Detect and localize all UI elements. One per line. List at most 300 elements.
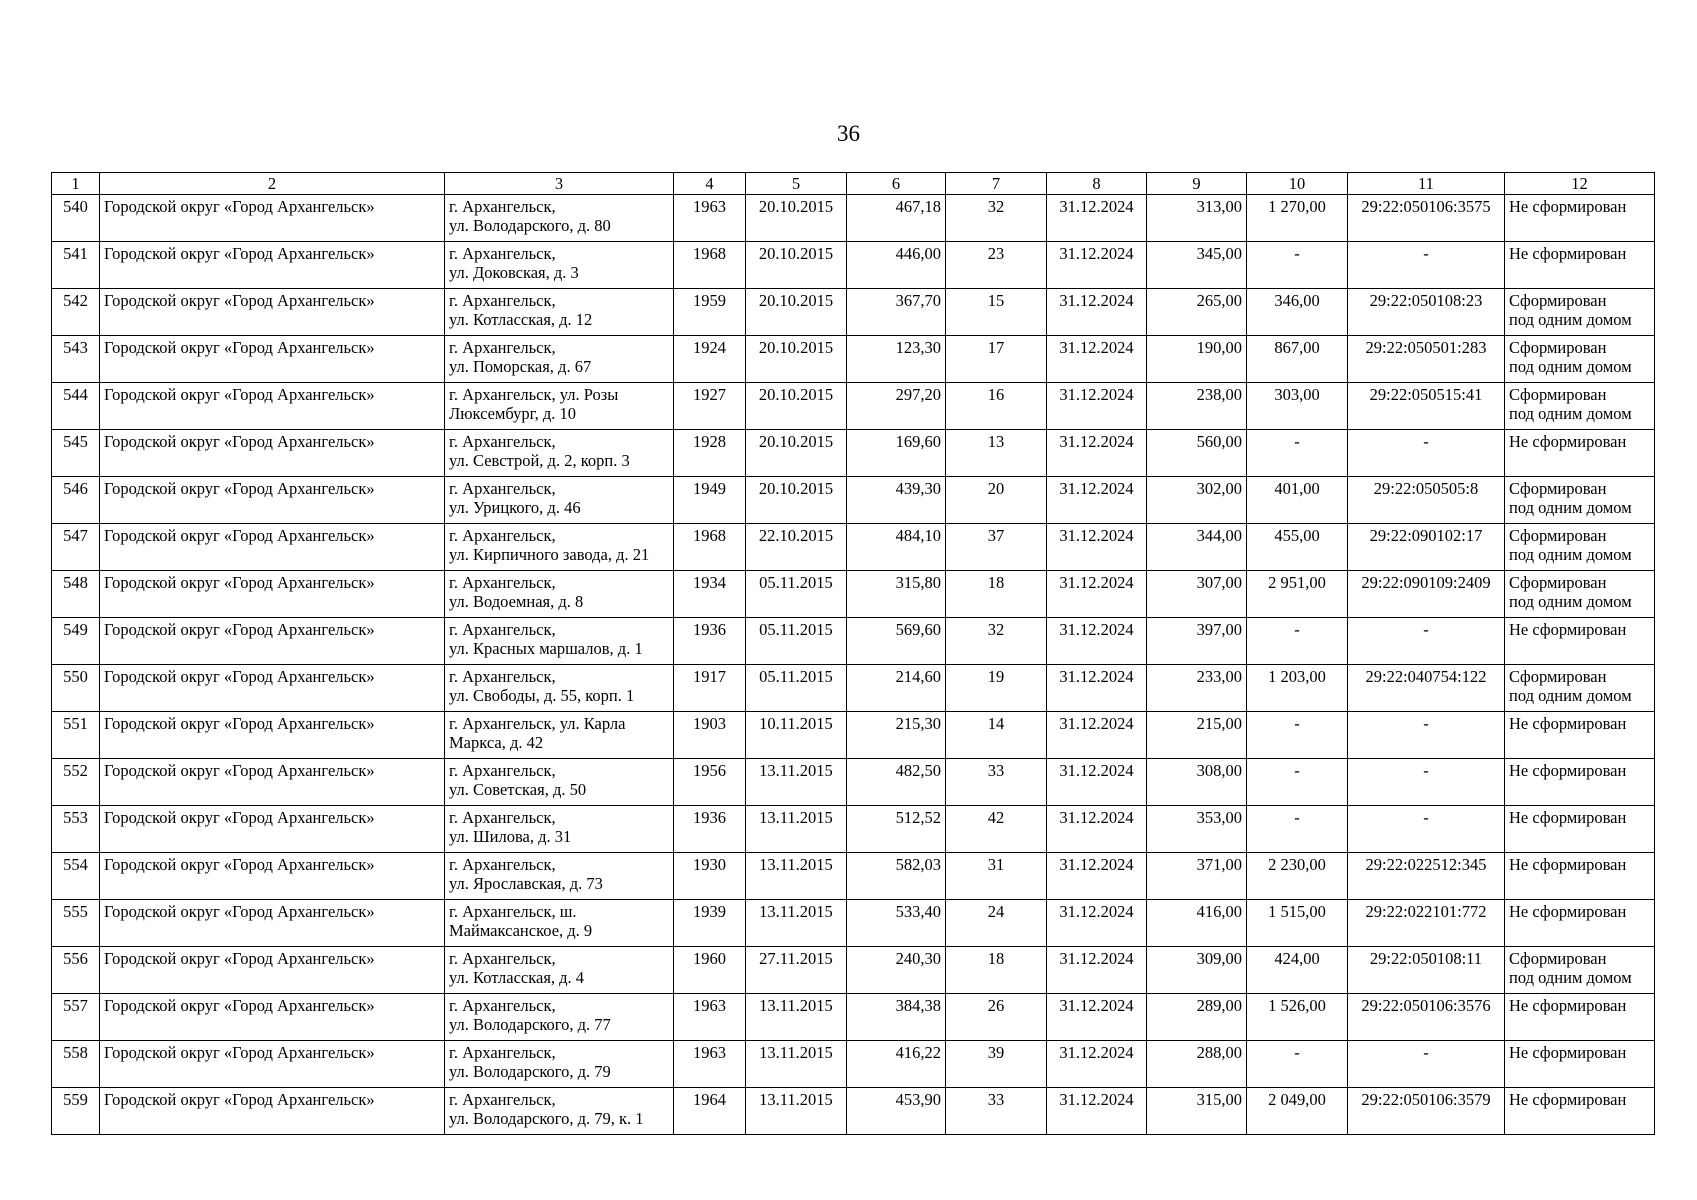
area-cell: 512,52 (847, 806, 946, 853)
address-cell (445, 477, 674, 524)
municipality-cell: Городской округ «Город Архангельск» (100, 1088, 445, 1135)
table-row (52, 947, 1655, 994)
planned-date-cell: 31.12.2024 (1047, 383, 1147, 430)
planned-date-cell: 31.12.2024 (1047, 665, 1147, 712)
column-10-cell: - (1247, 759, 1348, 806)
area-cell: 384,38 (847, 994, 946, 1041)
status-line: Не сформирован (1509, 855, 1627, 874)
status-line: Не сформирован (1509, 432, 1627, 451)
address-cell (445, 195, 674, 242)
address-cell (445, 618, 674, 665)
recognition-date-cell: 20.10.2015 (746, 477, 847, 524)
year-built-cell: 1956 (674, 759, 746, 806)
address-line: г. Архангельск, (449, 620, 556, 639)
status-line: Не сформирован (1509, 620, 1627, 639)
municipality-cell: Городской округ «Город Архангельск» (100, 289, 445, 336)
year-built-cell: 1927 (674, 383, 746, 430)
residents-cell: 32 (946, 195, 1047, 242)
column-10-cell: - (1247, 242, 1348, 289)
column-10-cell: 1 515,00 (1247, 900, 1348, 947)
recognition-date-cell: 13.11.2015 (746, 759, 847, 806)
status-cell (1505, 195, 1655, 242)
address-cell (445, 336, 674, 383)
status-cell (1505, 853, 1655, 900)
table-row (52, 524, 1655, 571)
status-cell (1505, 477, 1655, 524)
column-9-cell: 307,00 (1147, 571, 1247, 618)
residents-cell: 26 (946, 994, 1047, 1041)
cadastral-number-cell: 29:22:050106:3576 (1348, 994, 1505, 1041)
area-cell: 169,60 (847, 430, 946, 477)
municipality-cell: Городской округ «Город Архангельск» (100, 571, 445, 618)
status-line: Не сформирован (1509, 197, 1627, 216)
year-built-cell: 1936 (674, 806, 746, 853)
status-line: под одним домом (1509, 404, 1632, 423)
column-number-row (52, 173, 1655, 195)
address-line: г. Архангельск, (449, 338, 556, 357)
column-header: 3 (445, 173, 674, 195)
status-cell (1505, 806, 1655, 853)
page-number: 36 (837, 121, 860, 146)
address-line: ул. Севстрой, д. 2, корп. 3 (449, 451, 630, 470)
address-cell (445, 900, 674, 947)
table-row (52, 618, 1655, 665)
address-cell (445, 289, 674, 336)
status-cell (1505, 1088, 1655, 1135)
address-line: Люксембург, д. 10 (449, 404, 576, 423)
column-9-cell: 313,00 (1147, 195, 1247, 242)
residents-cell: 16 (946, 383, 1047, 430)
column-9-cell: 288,00 (1147, 1041, 1247, 1088)
row-number-cell: 549 (52, 618, 100, 665)
municipality-cell: Городской округ «Город Архангельск» (100, 712, 445, 759)
status-cell (1505, 947, 1655, 994)
address-line: г. Архангельск, (449, 526, 556, 545)
cadastral-number-cell: - (1348, 759, 1505, 806)
municipality-cell: Городской округ «Город Архангельск» (100, 336, 445, 383)
column-9-cell: 397,00 (1147, 618, 1247, 665)
table-row (52, 1088, 1655, 1135)
address-line: г. Архангельск, (449, 855, 556, 874)
row-number-cell: 559 (52, 1088, 100, 1135)
planned-date-cell: 31.12.2024 (1047, 195, 1147, 242)
planned-date-cell: 31.12.2024 (1047, 289, 1147, 336)
municipality-cell: Городской округ «Город Архангельск» (100, 618, 445, 665)
column-9-cell: 315,00 (1147, 1088, 1247, 1135)
address-line: ул. Кирпичного завода, д. 21 (449, 545, 650, 564)
recognition-date-cell: 05.11.2015 (746, 665, 847, 712)
address-line: ул. Володарского, д. 79, к. 1 (449, 1109, 644, 1128)
column-header: 2 (100, 173, 445, 195)
status-line: Сформирован (1509, 526, 1607, 545)
row-number-cell: 557 (52, 994, 100, 1041)
status-cell (1505, 900, 1655, 947)
address-line: г. Архангельск, (449, 291, 556, 310)
municipality-cell: Городской округ «Город Архангельск» (100, 853, 445, 900)
municipality-cell: Городской округ «Город Архангельск» (100, 759, 445, 806)
table-row (52, 477, 1655, 524)
cadastral-number-cell: - (1348, 712, 1505, 759)
area-cell: 446,00 (847, 242, 946, 289)
recognition-date-cell: 27.11.2015 (746, 947, 847, 994)
column-9-cell: 345,00 (1147, 242, 1247, 289)
planned-date-cell: 31.12.2024 (1047, 242, 1147, 289)
address-line: ул. Свободы, д. 55, корп. 1 (449, 686, 635, 705)
municipality-cell: Городской округ «Город Архангельск» (100, 947, 445, 994)
municipality-cell: Городской округ «Город Архангельск» (100, 477, 445, 524)
address-line: г. Архангельск, (449, 1090, 556, 1109)
address-line: г. Архангельск, (449, 479, 556, 498)
recognition-date-cell: 20.10.2015 (746, 430, 847, 477)
row-number-cell: 554 (52, 853, 100, 900)
row-number-cell: 558 (52, 1041, 100, 1088)
row-number-cell: 552 (52, 759, 100, 806)
column-header: 1 (52, 173, 100, 195)
year-built-cell: 1930 (674, 853, 746, 900)
address-cell (445, 759, 674, 806)
column-10-cell: 346,00 (1247, 289, 1348, 336)
column-10-cell: 1 526,00 (1247, 994, 1348, 1041)
table-row (52, 289, 1655, 336)
address-cell (445, 524, 674, 571)
municipality-cell: Городской округ «Город Архангельск» (100, 430, 445, 477)
recognition-date-cell: 20.10.2015 (746, 289, 847, 336)
status-line: Сформирован (1509, 338, 1607, 357)
area-cell: 467,18 (847, 195, 946, 242)
status-line: Сформирован (1509, 573, 1607, 592)
column-header: 7 (946, 173, 1047, 195)
recognition-date-cell: 13.11.2015 (746, 900, 847, 947)
cadastral-number-cell: 29:22:050108:23 (1348, 289, 1505, 336)
residents-cell: 14 (946, 712, 1047, 759)
column-header: 11 (1348, 173, 1505, 195)
column-10-cell: 2 951,00 (1247, 571, 1348, 618)
planned-date-cell: 31.12.2024 (1047, 1088, 1147, 1135)
municipality-cell: Городской округ «Город Архангельск» (100, 383, 445, 430)
recognition-date-cell: 20.10.2015 (746, 242, 847, 289)
cadastral-number-cell: 29:22:050505:8 (1348, 477, 1505, 524)
column-9-cell: 308,00 (1147, 759, 1247, 806)
table-row (52, 665, 1655, 712)
row-number-cell: 544 (52, 383, 100, 430)
column-10-cell: 455,00 (1247, 524, 1348, 571)
year-built-cell: 1968 (674, 524, 746, 571)
cadastral-number-cell: 29:22:040754:122 (1348, 665, 1505, 712)
area-cell: 439,30 (847, 477, 946, 524)
cadastral-number-cell: - (1348, 430, 1505, 477)
registry-body (52, 195, 1655, 1135)
status-line: Не сформирован (1509, 244, 1627, 263)
year-built-cell: 1964 (674, 1088, 746, 1135)
planned-date-cell: 31.12.2024 (1047, 618, 1147, 665)
residents-cell: 17 (946, 336, 1047, 383)
address-line: г. Архангельск, ул. Розы (449, 385, 619, 404)
address-line: Маймаксанское, д. 9 (449, 921, 593, 940)
residents-cell: 18 (946, 947, 1047, 994)
planned-date-cell: 31.12.2024 (1047, 947, 1147, 994)
area-cell: 367,70 (847, 289, 946, 336)
address-cell (445, 665, 674, 712)
address-line: ул. Ярославская, д. 73 (449, 874, 603, 893)
address-line: г. Архангельск, (449, 1043, 556, 1062)
column-9-cell: 265,00 (1147, 289, 1247, 336)
cadastral-number-cell: 29:22:050108:11 (1348, 947, 1505, 994)
recognition-date-cell: 13.11.2015 (746, 853, 847, 900)
status-line: Не сформирован (1509, 1090, 1627, 1109)
recognition-date-cell: 05.11.2015 (746, 618, 847, 665)
cadastral-number-cell: 29:22:050501:283 (1348, 336, 1505, 383)
address-line: ул. Доковская, д. 3 (449, 263, 579, 282)
column-10-cell: - (1247, 618, 1348, 665)
address-line: ул. Котласская, д. 12 (449, 310, 593, 329)
table-row (52, 383, 1655, 430)
cadastral-number-cell: 29:22:050106:3575 (1348, 195, 1505, 242)
cadastral-number-cell: - (1348, 618, 1505, 665)
cadastral-number-cell: 29:22:022101:772 (1348, 900, 1505, 947)
area-cell: 484,10 (847, 524, 946, 571)
status-cell (1505, 712, 1655, 759)
recognition-date-cell: 10.11.2015 (746, 712, 847, 759)
address-line: г. Архангельск, (449, 573, 556, 592)
row-number-cell: 546 (52, 477, 100, 524)
municipality-cell: Городской округ «Город Архангельск» (100, 994, 445, 1041)
planned-date-cell: 31.12.2024 (1047, 524, 1147, 571)
municipality-cell: Городской округ «Город Архангельск» (100, 195, 445, 242)
status-line: Не сформирован (1509, 996, 1627, 1015)
column-10-cell: 1 203,00 (1247, 665, 1348, 712)
status-line: под одним домом (1509, 545, 1632, 564)
column-9-cell: 416,00 (1147, 900, 1247, 947)
address-line: ул. Котласская, д. 4 (449, 968, 585, 987)
address-line: г. Архангельск, (449, 808, 556, 827)
status-cell (1505, 289, 1655, 336)
cadastral-number-cell: 29:22:022512:345 (1348, 853, 1505, 900)
row-number-cell: 555 (52, 900, 100, 947)
recognition-date-cell: 13.11.2015 (746, 1088, 847, 1135)
recognition-date-cell: 20.10.2015 (746, 383, 847, 430)
status-line: под одним домом (1509, 686, 1632, 705)
recognition-date-cell: 13.11.2015 (746, 806, 847, 853)
column-header: 4 (674, 173, 746, 195)
table-row (52, 712, 1655, 759)
residents-cell: 13 (946, 430, 1047, 477)
status-line: Сформирован (1509, 667, 1607, 686)
status-cell (1505, 383, 1655, 430)
status-line: Сформирован (1509, 291, 1607, 310)
row-number-cell: 548 (52, 571, 100, 618)
residents-cell: 42 (946, 806, 1047, 853)
residents-cell: 33 (946, 759, 1047, 806)
column-10-cell: 424,00 (1247, 947, 1348, 994)
row-number-cell: 550 (52, 665, 100, 712)
address-cell (445, 947, 674, 994)
planned-date-cell: 31.12.2024 (1047, 712, 1147, 759)
year-built-cell: 1928 (674, 430, 746, 477)
table-row (52, 994, 1655, 1041)
year-built-cell: 1917 (674, 665, 746, 712)
cadastral-number-cell: 29:22:050106:3579 (1348, 1088, 1505, 1135)
table-row (52, 759, 1655, 806)
status-cell (1505, 242, 1655, 289)
residents-cell: 23 (946, 242, 1047, 289)
address-cell (445, 712, 674, 759)
status-line: Сформирован (1509, 385, 1607, 404)
column-10-cell: 1 270,00 (1247, 195, 1348, 242)
column-10-cell: - (1247, 1041, 1348, 1088)
row-number-cell: 543 (52, 336, 100, 383)
column-10-cell: - (1247, 806, 1348, 853)
row-number-cell: 541 (52, 242, 100, 289)
year-built-cell: 1963 (674, 1041, 746, 1088)
cadastral-number-cell: 29:22:090109:2409 (1348, 571, 1505, 618)
area-cell: 453,90 (847, 1088, 946, 1135)
column-10-cell: 303,00 (1247, 383, 1348, 430)
column-9-cell: 215,00 (1147, 712, 1247, 759)
recognition-date-cell: 20.10.2015 (746, 195, 847, 242)
status-cell (1505, 665, 1655, 712)
column-9-cell: 233,00 (1147, 665, 1247, 712)
address-line: г. Архангельск, (449, 996, 556, 1015)
year-built-cell: 1963 (674, 994, 746, 1041)
status-line: под одним домом (1509, 310, 1632, 329)
address-cell (445, 1041, 674, 1088)
status-cell (1505, 430, 1655, 477)
recognition-date-cell: 22.10.2015 (746, 524, 847, 571)
recognition-date-cell: 13.11.2015 (746, 994, 847, 1041)
status-cell (1505, 336, 1655, 383)
planned-date-cell: 31.12.2024 (1047, 853, 1147, 900)
column-header: 6 (847, 173, 946, 195)
address-line: ул. Поморская, д. 67 (449, 357, 592, 376)
address-line: ул. Володарского, д. 77 (449, 1015, 611, 1034)
address-line: г. Архангельск, (449, 667, 556, 686)
address-cell (445, 430, 674, 477)
year-built-cell: 1936 (674, 618, 746, 665)
status-cell (1505, 571, 1655, 618)
row-number-cell: 551 (52, 712, 100, 759)
status-line: под одним домом (1509, 968, 1632, 987)
status-line: Не сформирован (1509, 714, 1627, 733)
municipality-cell: Городской округ «Город Архангельск» (100, 806, 445, 853)
column-10-cell: 2 049,00 (1247, 1088, 1348, 1135)
status-cell (1505, 1041, 1655, 1088)
column-9-cell: 353,00 (1147, 806, 1247, 853)
address-line: г. Архангельск, (449, 197, 556, 216)
address-cell (445, 571, 674, 618)
column-9-cell: 289,00 (1147, 994, 1247, 1041)
table-row (52, 900, 1655, 947)
recognition-date-cell: 05.11.2015 (746, 571, 847, 618)
column-10-cell: 867,00 (1247, 336, 1348, 383)
planned-date-cell: 31.12.2024 (1047, 571, 1147, 618)
row-number-cell: 540 (52, 195, 100, 242)
address-cell (445, 806, 674, 853)
row-number-cell: 547 (52, 524, 100, 571)
cadastral-number-cell: - (1348, 1041, 1505, 1088)
column-9-cell: 371,00 (1147, 853, 1247, 900)
year-built-cell: 1939 (674, 900, 746, 947)
municipality-cell: Городской округ «Город Архангельск» (100, 665, 445, 712)
planned-date-cell: 31.12.2024 (1047, 430, 1147, 477)
area-cell: 297,20 (847, 383, 946, 430)
address-line: ул. Водоемная, д. 8 (449, 592, 584, 611)
status-line: Сформирован (1509, 479, 1607, 498)
address-line: Маркса, д. 42 (449, 733, 544, 752)
area-cell: 315,80 (847, 571, 946, 618)
column-10-cell: - (1247, 712, 1348, 759)
column-header: 9 (1147, 173, 1247, 195)
status-line: Не сформирован (1509, 902, 1627, 921)
address-line: г. Архангельск, (449, 432, 556, 451)
column-header: 10 (1247, 173, 1348, 195)
address-line: ул. Красных маршалов, д. 1 (449, 639, 643, 658)
municipality-cell: Городской округ «Город Архангельск» (100, 242, 445, 289)
residents-cell: 15 (946, 289, 1047, 336)
planned-date-cell: 31.12.2024 (1047, 994, 1147, 1041)
municipality-cell: Городской округ «Город Архангельск» (100, 1041, 445, 1088)
year-built-cell: 1949 (674, 477, 746, 524)
table-row (52, 571, 1655, 618)
status-cell (1505, 994, 1655, 1041)
status-cell (1505, 759, 1655, 806)
cadastral-number-cell: - (1348, 806, 1505, 853)
row-number-cell: 542 (52, 289, 100, 336)
area-cell: 215,30 (847, 712, 946, 759)
address-line: г. Архангельск, (449, 949, 556, 968)
address-line: г. Архангельск, ш. (449, 902, 577, 921)
column-9-cell: 560,00 (1147, 430, 1247, 477)
year-built-cell: 1934 (674, 571, 746, 618)
year-built-cell: 1960 (674, 947, 746, 994)
planned-date-cell: 31.12.2024 (1047, 336, 1147, 383)
address-line: ул. Володарского, д. 79 (449, 1062, 611, 1081)
status-cell (1505, 524, 1655, 571)
table-row (52, 242, 1655, 289)
planned-date-cell: 31.12.2024 (1047, 477, 1147, 524)
residents-cell: 24 (946, 900, 1047, 947)
table-row (52, 1041, 1655, 1088)
residents-cell: 18 (946, 571, 1047, 618)
area-cell: 214,60 (847, 665, 946, 712)
residents-cell: 32 (946, 618, 1047, 665)
municipality-cell: Городской округ «Город Архангельск» (100, 524, 445, 571)
row-number-cell: 545 (52, 430, 100, 477)
residents-cell: 39 (946, 1041, 1047, 1088)
table-row (52, 430, 1655, 477)
column-9-cell: 238,00 (1147, 383, 1247, 430)
residents-cell: 19 (946, 665, 1047, 712)
column-10-cell: - (1247, 430, 1348, 477)
table-row (52, 806, 1655, 853)
column-header: 5 (746, 173, 847, 195)
table-row (52, 336, 1655, 383)
year-built-cell: 1963 (674, 195, 746, 242)
status-line: под одним домом (1509, 592, 1632, 611)
row-number-cell: 556 (52, 947, 100, 994)
residents-cell: 31 (946, 853, 1047, 900)
column-header: 12 (1505, 173, 1655, 195)
planned-date-cell: 31.12.2024 (1047, 759, 1147, 806)
area-cell: 569,60 (847, 618, 946, 665)
address-line: ул. Советская, д. 50 (449, 780, 587, 799)
column-9-cell: 344,00 (1147, 524, 1247, 571)
status-line: под одним домом (1509, 357, 1632, 376)
cadastral-number-cell: 29:22:050515:41 (1348, 383, 1505, 430)
planned-date-cell: 31.12.2024 (1047, 1041, 1147, 1088)
year-built-cell: 1903 (674, 712, 746, 759)
area-cell: 582,03 (847, 853, 946, 900)
address-cell (445, 242, 674, 289)
